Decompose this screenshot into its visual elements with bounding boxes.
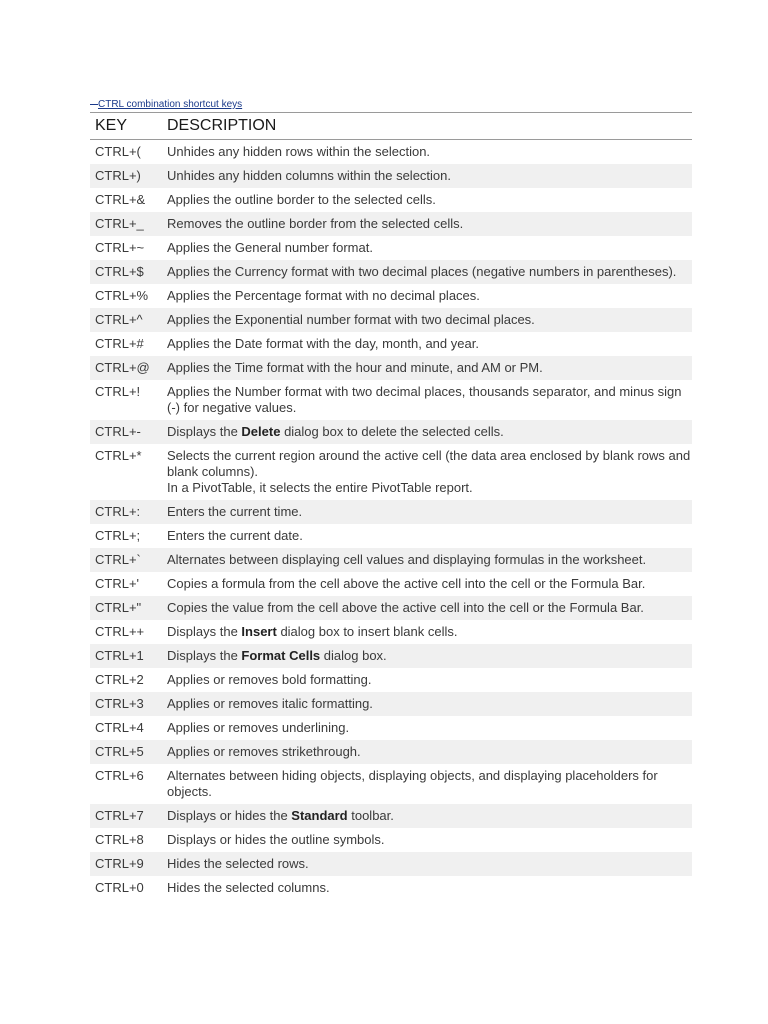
table-row: [90, 668, 692, 692]
table-row: [90, 140, 692, 165]
shortcut-key: CTRL+3: [90, 692, 162, 716]
description-text: Displays the: [167, 648, 242, 663]
description-text: In a PivotTable, it selects the entire PivotTable report.: [167, 480, 473, 495]
shortcut-description: [162, 380, 692, 420]
document-body: [90, 99, 692, 900]
table-row: [90, 332, 692, 356]
shortcut-key: CTRL+): [90, 164, 162, 188]
description-text: Displays or hides the: [167, 808, 292, 823]
description-bold-text: Delete: [241, 424, 281, 439]
table-row: [90, 804, 692, 828]
description-text: Applies the Exponential number format with two decimal places.: [167, 312, 535, 327]
shortcut-description: [162, 284, 692, 308]
description-text: Copies a formula from the cell above the active cell into the cell or the Formula Bar.: [167, 576, 646, 591]
shortcut-key: CTRL+;: [95, 528, 141, 543]
shortcut-description: [162, 548, 692, 572]
description-text: Applies or removes italic formatting.: [167, 696, 373, 711]
table-row: [90, 500, 692, 524]
shortcut-key: CTRL+": [90, 596, 162, 620]
shortcut-key: CTRL+$: [90, 260, 162, 284]
shortcut-key: CTRL++: [95, 624, 145, 639]
column-header-description: DESCRIPTION: [162, 113, 692, 140]
shortcut-key: CTRL+9: [90, 852, 162, 876]
table-caption: [90, 99, 692, 112]
description-line: [167, 480, 692, 496]
shortcut-key: CTRL+%: [95, 288, 149, 303]
shortcut-description: [162, 764, 692, 804]
description-text: Selects the current region around the active cell (the data area enclosed by blank rows and blank columns).: [167, 448, 691, 479]
description-line: [167, 448, 692, 480]
description-text: Hides the selected rows.: [167, 856, 309, 871]
description-line: [167, 832, 692, 848]
description-line: [167, 880, 692, 896]
description-text: Applies the Percentage format with no decimal places.: [167, 288, 480, 303]
description-text: Enters the current date.: [167, 528, 303, 543]
table-row: [90, 852, 692, 876]
table-row: [90, 260, 692, 284]
shortcut-description: [162, 644, 692, 668]
shortcut-key: CTRL+0: [95, 880, 144, 895]
shortcut-key: CTRL+7: [90, 804, 162, 828]
shortcut-key: CTRL+5: [90, 740, 162, 764]
shortcut-description: [162, 212, 692, 236]
description-line: [167, 808, 692, 824]
shortcut-description: [162, 260, 692, 284]
description-text: Applies the Date format with the day, month, and year.: [167, 336, 479, 351]
table-body: [90, 140, 692, 901]
description-text: Applies the outline border to the selected cells.: [167, 192, 436, 207]
table-row: [90, 740, 692, 764]
description-line: [167, 144, 692, 160]
description-text: Applies or removes strikethrough.: [167, 744, 361, 759]
description-text: Applies the Time format with the hour and minute, and AM or PM.: [167, 360, 543, 375]
shortcut-description: [162, 804, 692, 828]
shortcut-key: CTRL+': [95, 576, 140, 591]
description-line: [167, 672, 692, 688]
shortcut-description: [162, 188, 692, 212]
description-line: [167, 856, 692, 872]
description-bold-text: Insert: [241, 624, 277, 639]
table-row: [90, 828, 692, 852]
description-text: Alternates between displaying cell values and displaying formulas in the worksheet.: [167, 552, 647, 567]
table-row: [90, 164, 692, 188]
description-text: toolbar.: [347, 808, 394, 823]
shortcut-description: [162, 828, 692, 852]
table-row: [90, 764, 692, 804]
description-text: Applies or removes bold formatting.: [167, 672, 372, 687]
description-line: [167, 768, 692, 800]
description-text: dialog box to delete the selected cells.: [280, 424, 504, 439]
shortcut-key: CTRL+8: [95, 832, 144, 847]
shortcut-key: CTRL+-: [90, 420, 162, 444]
description-line: [167, 384, 692, 416]
shortcut-key: CTRL+(: [95, 144, 141, 159]
description-line: [167, 648, 692, 664]
table-row: [90, 188, 692, 212]
shortcut-description: [162, 236, 692, 260]
description-line: [167, 424, 692, 440]
shortcut-description: [162, 308, 692, 332]
shortcut-key: CTRL+`: [90, 548, 162, 572]
shortcut-key: CTRL+~: [95, 240, 145, 255]
table-row: [90, 548, 692, 572]
description-text: Displays the: [167, 424, 242, 439]
table-row: [90, 236, 692, 260]
shortcut-table: [90, 112, 692, 900]
table-row: [90, 212, 692, 236]
description-line: [167, 528, 692, 544]
shortcut-description: [162, 740, 692, 764]
description-text: Applies or removes underlining.: [167, 720, 350, 735]
shortcut-key: CTRL+1: [90, 644, 162, 668]
description-line: [167, 360, 692, 376]
description-line: [167, 600, 692, 616]
shortcut-description: [162, 524, 692, 548]
description-text: Enters the current time.: [167, 504, 303, 519]
description-line: [167, 216, 692, 232]
shortcut-description: [162, 716, 692, 740]
shortcut-key: CTRL+:: [90, 500, 162, 524]
description-line: [167, 192, 692, 208]
column-header-key: KEY: [90, 113, 162, 140]
table-row: [90, 876, 692, 900]
shortcut-key: CTRL+2: [95, 672, 144, 687]
description-text: Displays or hides the outline symbols.: [167, 832, 385, 847]
collapse-toggle-icon[interactable]: [90, 104, 98, 105]
description-line: [167, 336, 692, 352]
shortcut-description: [162, 164, 692, 188]
description-line: [167, 168, 692, 184]
shortcut-description: [162, 500, 692, 524]
shortcut-description: [162, 852, 692, 876]
table-row: [90, 644, 692, 668]
table-row: [90, 692, 692, 716]
shortcut-key: CTRL+*: [95, 448, 142, 463]
shortcut-description: [162, 692, 692, 716]
description-line: [167, 744, 692, 760]
description-line: [167, 720, 692, 736]
description-text: Applies the Number format with two decimal places, thousands separator, and minus sign (-) for negative values.: [167, 384, 682, 415]
description-text: Hides the selected columns.: [167, 880, 330, 895]
shortcut-description: [162, 444, 692, 500]
description-text: Displays the: [167, 624, 242, 639]
shortcut-key: CTRL+^: [90, 308, 162, 332]
table-row: [90, 596, 692, 620]
table-row: [90, 420, 692, 444]
table-row: [90, 716, 692, 740]
description-line: [167, 264, 692, 280]
description-line: [167, 240, 692, 256]
description-text: Copies the value from the cell above the active cell into the cell or the Formula Bar.: [167, 600, 644, 615]
description-line: [167, 552, 692, 568]
table-row: [90, 284, 692, 308]
description-bold-text: Format Cells: [241, 648, 321, 663]
table-row: [90, 308, 692, 332]
shortcut-description: [162, 668, 692, 692]
shortcut-description: [162, 420, 692, 444]
shortcut-description: [162, 572, 692, 596]
description-line: [167, 312, 692, 328]
description-text: Alternates between hiding objects, displaying objects, and displaying placeholders for objects.: [167, 768, 658, 799]
shortcut-key: CTRL+4: [95, 720, 144, 735]
description-line: [167, 288, 692, 304]
description-text: Applies the General number format.: [167, 240, 373, 255]
shortcut-key: CTRL+_: [90, 212, 162, 236]
table-row: [90, 380, 692, 420]
shortcut-description: [162, 332, 692, 356]
description-line: [167, 504, 692, 520]
description-line: [167, 576, 692, 592]
description-bold-text: Standard: [291, 808, 348, 823]
description-text: dialog box to insert blank cells.: [276, 624, 458, 639]
shortcut-key: CTRL+&: [95, 192, 146, 207]
table-row: [90, 572, 692, 596]
shortcut-key: CTRL+!: [95, 384, 141, 399]
table-row: [90, 524, 692, 548]
description-text: Unhides any hidden rows within the selection.: [167, 144, 431, 159]
shortcut-description: [162, 356, 692, 380]
description-text: dialog box.: [320, 648, 387, 663]
table-caption-link[interactable]: CTRL combination shortcut keys: [98, 99, 243, 110]
shortcut-description: [162, 620, 692, 644]
table-row: [90, 620, 692, 644]
shortcut-description: [162, 876, 692, 900]
shortcut-key: CTRL+6: [95, 768, 144, 783]
shortcut-key: CTRL+#: [95, 336, 144, 351]
table-row: [90, 356, 692, 380]
table-header-row: [90, 113, 692, 140]
description-text: Applies the Currency format with two decimal places (negative numbers in parentheses).: [167, 264, 677, 279]
description-text: Unhides any hidden columns within the selection.: [167, 168, 452, 183]
shortcut-key: CTRL+@: [90, 356, 162, 380]
table-row: [90, 444, 692, 500]
description-line: [167, 696, 692, 712]
shortcut-description: [162, 140, 692, 165]
description-text: Removes the outline border from the selected cells.: [167, 216, 464, 231]
description-line: [167, 624, 692, 640]
shortcut-description: [162, 596, 692, 620]
